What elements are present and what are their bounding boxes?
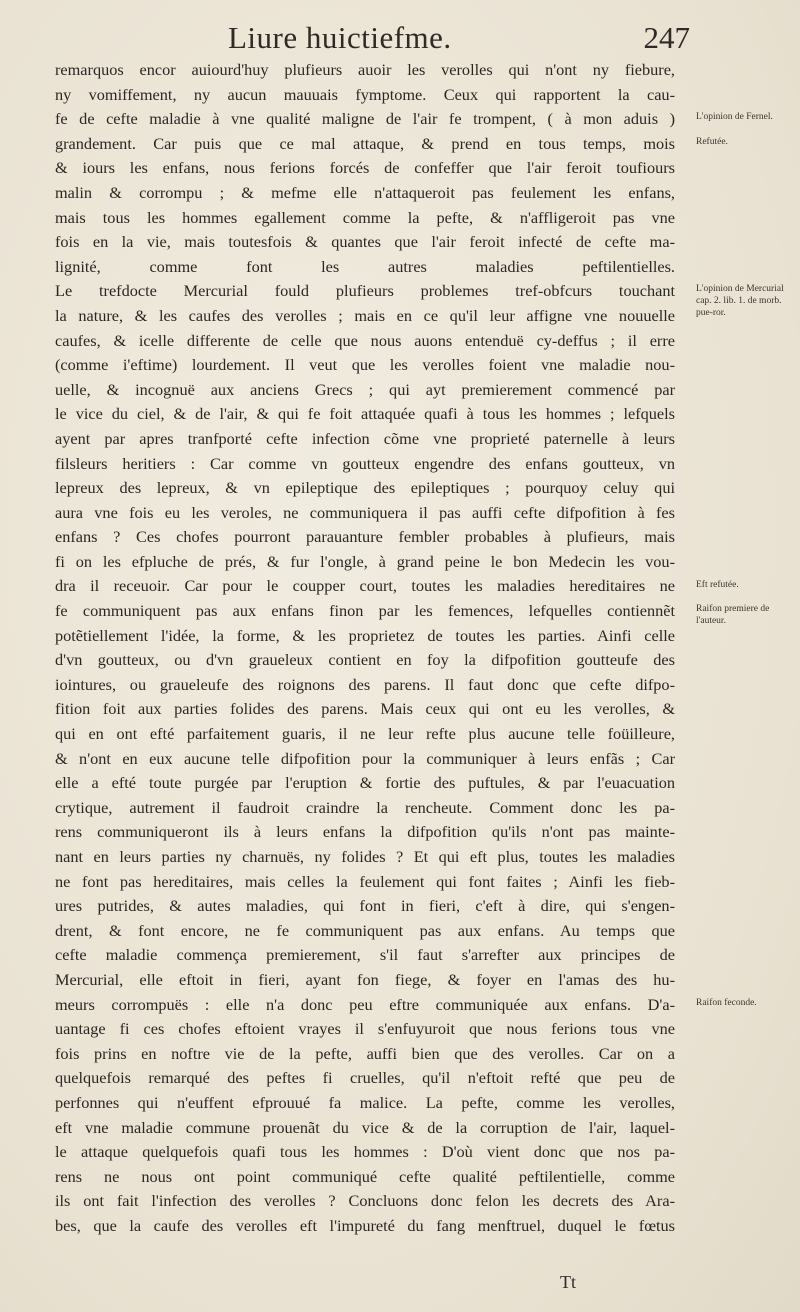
text-line: grandement. Car puis que ce mal attaque, & prend en tous temps, mois <box>55 133 675 153</box>
page-number: 247 <box>643 20 690 55</box>
text-line: dra il receuoir. Car pour le coupper court, toutes les maladies hereditaires ne <box>55 576 675 596</box>
text-line: Mercurial, elle eftoit in fieri, ayant fon fiege, & foyer en l'amas des hu- <box>55 969 675 989</box>
text-line: fe communiquent pas aux enfans finon par les femences, lefquelles contiennẽt <box>55 601 675 621</box>
text-line: eft vne maladie commune prouenãt du vice & de la corruption de l'air, laquel- <box>55 1117 675 1137</box>
body-text <box>55 58 675 1239</box>
text-line: lepreux des lepreux, & vn epileptique des epileptiques ; pourquoy celuy qui <box>55 478 675 498</box>
text-line: & iours les enfans, nous ferions forcés de confeffer que l'air feroit toufiours <box>55 158 675 178</box>
text-line: d'vn goutteux, ou d'vn graueleux contient en foy la difpofition goutteufe des <box>55 650 675 670</box>
text-line: (comme i'eftime) lourdement. Il veut que les verolles foient vne maladie nou- <box>55 355 675 375</box>
text-line: lignité, comme font les autres maladies peftilentielles. <box>55 256 675 276</box>
text-line: ny vomiffement, ny aucun mauuais fymptome. Ceux qui rapportent la cau- <box>55 84 675 104</box>
text-line: caufes, & icelle differente de celle que nous auons entenduë cy-deffus ; il erre <box>55 330 675 350</box>
text-line: drent, & font encore, ne fe communiquent pas aux enfans. Au temps que <box>55 920 675 940</box>
text-line: uelle, & incognuë aux anciens Grecs ; qui ayt premierement commencé par <box>55 379 675 399</box>
text-line: ne font pas hereditaires, mais celles la feulement qui font faites ; Ainfi les fieb- <box>55 871 675 891</box>
text-line: fois prins en noftre vie de la pefte, auffi bien que des verolles. Car on a <box>55 1043 675 1063</box>
running-title: Liure huictiefme. <box>228 20 452 55</box>
text-line: remarquos encor auiourd'huy plufieurs auoir les verolles qui n'ont ny fiebure, <box>55 60 675 79</box>
text-line: enfans ? Ces chofes pourront parauanture fembler probables à plufieurs, mais <box>55 527 675 547</box>
text-line: le vice du ciel, & de l'air, & qui fe foit attaquée quafi à tous les hommes ; lefquels <box>55 404 675 424</box>
text-line: ayent par apres tranfporté cefte infection cõme vne proprieté paternelle à leurs <box>55 428 675 448</box>
text-line: la nature, & les caufes des verolles ; mais en ce qu'il leur affigne vne nouuelle <box>55 305 675 325</box>
margin-note: Raifon feconde. <box>696 997 757 1008</box>
text-line: cefte maladie commença premierement, s'il faut s'arrefter aux principes de <box>55 945 675 965</box>
text-line: rens communiqueront ils à leurs enfans la difpofition qu'ils n'ont pas mainte- <box>55 822 675 842</box>
text-line: rens ne nous ont point communiqué cefte qualité peftilentielle, comme <box>55 1166 675 1186</box>
text-line: qui en ont efté parfaitement guaris, il ne leur refte plus aucune telle foüilleure, <box>55 724 675 744</box>
text-line: aura vne fois eu les veroles, ne communiquera il pas auffi cefte difpofition à fes <box>55 502 675 522</box>
text-line: & n'ont en eux aucune telle difpofition pour la communiquer à leurs enfãs ; Car <box>55 748 675 768</box>
text-line: Le trefdocte Mercurial fould plufieurs problemes tref-obfcurs touchant <box>55 281 675 301</box>
text-line: nant en leurs parties ny charnuës, ny folides ? Et qui eft plus, toutes les maladies <box>55 847 675 866</box>
margin-note: Raifon premiere de l'auteur. <box>696 604 770 627</box>
text-line: fi on les efpluche de prés, & fur l'ongle, à grand peine le bon Medecin les vou- <box>55 551 675 571</box>
margin-note: Eft refutée. <box>696 579 739 590</box>
text-line: uantage fi ces chofes eftoient vrayes il s'enfuyuroit que nous ferions tous vne <box>55 1019 675 1039</box>
margin-note: Refutée. <box>696 136 728 147</box>
text-line: ils ont fait l'infection des verolles ? Concluons donc felon les decrets des Ara- <box>55 1191 675 1211</box>
text-line: le attaque quelquefois quafi tous les hommes : D'où vient donc que nos pa- <box>55 1142 675 1162</box>
text-line: meurs corrompuës : elle n'a donc peu eftre communiquée aux enfans. D'a- <box>55 994 675 1014</box>
catchword: Tt <box>560 1272 576 1292</box>
margin-note: L'opinion de Fernel. <box>696 112 773 123</box>
text-line: filsleurs heritiers : Car comme vn goutteux engendre des enfans goutteux, vn <box>55 453 675 473</box>
text-line: perfonnes qui n'euffent efprouué fa malice. La pefte, comme les verolles, <box>55 1092 675 1112</box>
text-line: fe de cefte maladie à vne qualité maligne de l'air fe trompent, ( à mon aduis ) <box>55 109 675 129</box>
text-line: malin & corrompu ; & mefme elle n'attaqueroit pas feulement les enfans, <box>55 182 675 202</box>
text-line: ures putrides, & autes maladies, qui font in fieri, c'eft à dire, qui s'engen- <box>55 896 675 916</box>
text-line: fois en la vie, mais toutesfois & quantes que l'air feroit infecté de cefte ma- <box>55 232 675 252</box>
text-line: elle a efté toute purgée par l'eruption & fortie des puftules, & par l'euacuation <box>55 773 675 793</box>
text-line: mais tous les hommes egallement comme la pefte, & n'affligeroit pas vne <box>55 207 675 227</box>
text-line: fition foit aux parties folides des parens. Mais ceux qui ont eu les verolles, & <box>55 699 675 719</box>
page-header <box>228 20 690 60</box>
text-line: potẽtiellement l'idée, la forme, & les proprietez de toutes les parties. Ainfi celle <box>55 625 675 645</box>
text-line: iointures, ou graueleufe des roignons des parens. Il faut donc que cefte difpo- <box>55 674 675 694</box>
text-line: bes, que la caufe des verolles eft l'impureté du fang menftruel, duquel le fœtus <box>55 1215 675 1235</box>
text-line: crytique, autrement il faudroit craindre la rencheute. Comment donc les pa- <box>55 797 675 817</box>
text-line: quelquefois remarqué des peftes fi cruelles, qu'il n'eftoit refté que peu de <box>55 1068 675 1088</box>
margin-note: L'opinion de Mercurial cap. 2. lib. 1. de morb. pue-ror. <box>696 284 784 319</box>
